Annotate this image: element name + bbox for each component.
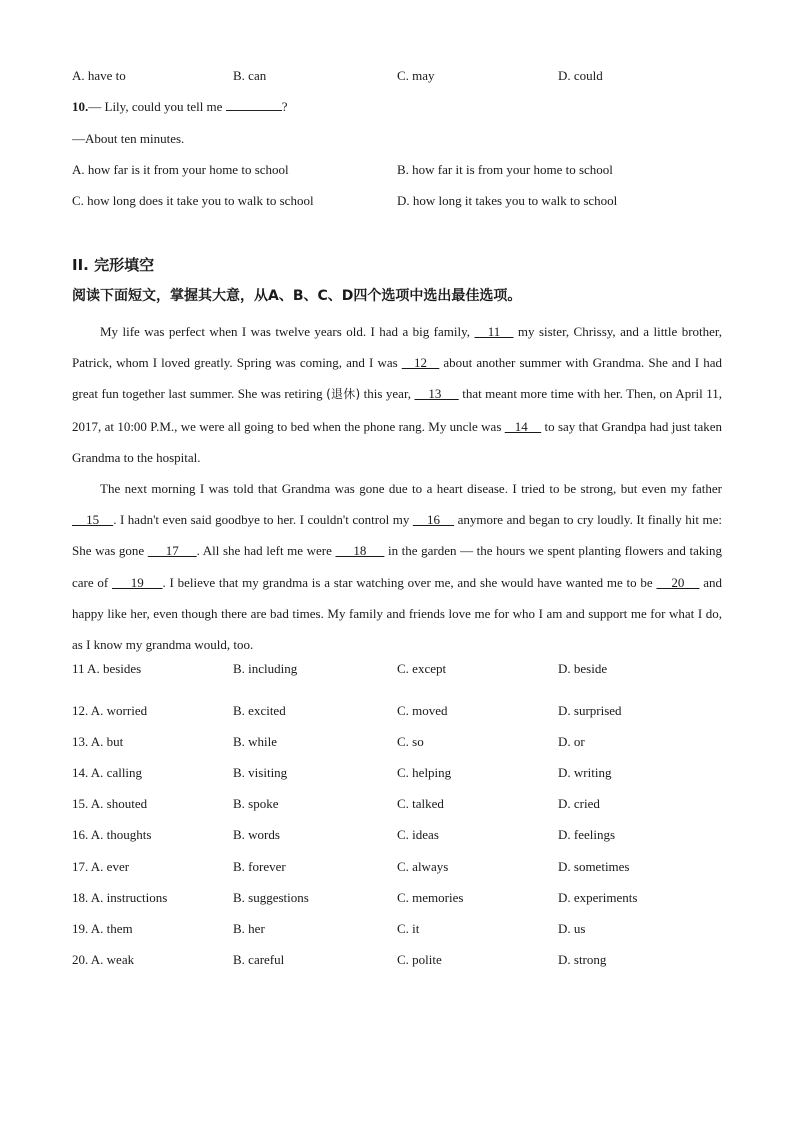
section-instruction: 阅读下面短文，掌握其大意，从A、B、C、D四个选项中选出最佳选项。 — [72, 288, 522, 304]
option-c: C. always — [397, 859, 449, 874]
option-c: C. how long does it take you to walk to school — [72, 193, 314, 208]
option-a: 17. A. ever — [72, 859, 130, 874]
option-b: B. including — [233, 661, 298, 676]
option-d: D. or — [558, 734, 585, 749]
passage-text: that meant more time with her. Then, on April 11, 2017, at 10:00 P.M., we were all going to bed when the phone rang. My uncle was — [72, 386, 722, 434]
option-a: 20. A. weak — [72, 952, 135, 967]
q10-options-row-2 — [72, 191, 732, 211]
q10-stem — [72, 97, 732, 117]
gloss-note: (退休) — [326, 387, 361, 402]
option-d: D. how long it takes you to walk to school — [397, 193, 618, 208]
cloze-gap-19: 19 — [111, 574, 163, 590]
passage-text: my sister, Chrissy, and a little brother, Patrick, whom I loved greatly. Spring was coming, and I was — [72, 324, 722, 371]
option-d: D. us — [558, 921, 586, 936]
option-a: 12. A. worried — [72, 703, 148, 718]
option-c: C. helping — [397, 765, 452, 780]
answer-blank — [226, 97, 282, 111]
q10-answer — [72, 129, 732, 149]
option-b: B. how far it is from your home to school — [397, 162, 613, 177]
option-a: A. how far is it from your home to school — [72, 162, 289, 177]
option-d: D. cried — [558, 796, 600, 811]
option-d: D. beside — [558, 661, 608, 676]
option-a: 16. A. thoughts — [72, 827, 152, 842]
cloze-gap-11: 11 — [474, 324, 514, 339]
passage-text: anymore and began to cry loudly. It finally hit me: She was gone — [72, 512, 722, 559]
option-c: C. except — [397, 661, 447, 676]
option-c: C. it — [397, 921, 420, 936]
option-a: A. have to — [72, 68, 126, 83]
option-c: C. polite — [397, 952, 442, 967]
option-d: D. could — [558, 68, 603, 83]
q10-stem-end: ? — [281, 99, 288, 114]
passage-text: about another summer with Grandma. She and I had great fun together last summer. She was retiring — [72, 355, 722, 402]
option-b: B. visiting — [233, 765, 288, 780]
option-c: C. so — [397, 734, 424, 749]
section-title: II. 完形填空 — [72, 256, 155, 274]
option-b: B. suggestions — [233, 890, 309, 905]
option-d: D. writing — [558, 765, 612, 780]
option-b: B. can — [233, 68, 267, 83]
cloze-options-15 — [72, 794, 732, 814]
q10-options-row-1 — [72, 160, 732, 180]
passage-text: in the garden — the hours we spent planting flowers and taking care of — [72, 543, 723, 590]
cloze-options-19 — [72, 919, 732, 939]
cloze-options-18 — [72, 888, 732, 908]
passage-text: . I believe that my grandma is a star watching over me, and she would have wanted me to be — [162, 574, 657, 590]
passage-text: My life was perfect when I was twelve years old. I had a big family, — [100, 324, 475, 339]
option-b: B. forever — [233, 859, 286, 874]
q9-options — [72, 66, 732, 86]
cloze-gap-13: 13 — [414, 386, 459, 402]
option-c: C. ideas — [397, 827, 439, 842]
option-a: 19. A. them — [72, 921, 133, 936]
option-c: C. talked — [397, 796, 444, 811]
option-a: 15. A. shouted — [72, 796, 148, 811]
cloze-gap-16: 16 — [412, 512, 455, 528]
option-b: B. while — [233, 734, 278, 749]
option-b: B. excited — [233, 703, 286, 718]
option-d: D. sometimes — [558, 859, 630, 874]
cloze-gap-12: 12 — [401, 355, 440, 371]
cloze-passage — [72, 316, 722, 660]
cloze-options-12 — [72, 701, 732, 721]
passage-paragraph-2 — [72, 473, 722, 660]
option-d: D. experiments — [558, 890, 638, 905]
option-a: 11 A. besides — [72, 661, 142, 676]
question-number: 10. — [72, 99, 89, 114]
cloze-gap-17: 17 — [147, 543, 197, 559]
option-b: B. spoke — [233, 796, 279, 811]
q10-answer-text: —About ten minutes. — [72, 131, 185, 146]
cloze-gap-14: 14 — [504, 418, 542, 434]
passage-text: to say that Grandpa had just taken Grandma to the hospital. — [72, 418, 722, 465]
option-a: 14. A. calling — [72, 765, 143, 780]
cloze-options-16 — [72, 825, 732, 845]
q10-stem-text: — Lily, could you tell me — [88, 99, 226, 114]
option-c: C. may — [397, 68, 435, 83]
option-d: D. strong — [558, 952, 607, 967]
passage-text: . I hadn't even said goodbye to her. I couldn't control my — [113, 512, 413, 528]
cloze-options-11 — [72, 659, 732, 679]
option-d: D. feelings — [558, 827, 616, 842]
option-b: B. words — [233, 827, 280, 842]
passage-text: . All she had left me were — [196, 543, 336, 559]
passage-text: and happy like her, even though there are bad times. My family and friends love me for who I am and support me for what I do, as I know my grandma would, too. — [72, 574, 722, 653]
passage-text: this year, — [360, 386, 415, 402]
option-b: B. her — [233, 921, 265, 936]
option-c: C. moved — [397, 703, 448, 718]
option-d: D. surprised — [558, 703, 622, 718]
option-c: C. memories — [397, 890, 464, 905]
cloze-options-14 — [72, 763, 732, 783]
option-a: 13. A. but — [72, 734, 124, 749]
cloze-gap-20: 20 — [656, 574, 700, 590]
cloze-options-13 — [72, 732, 732, 752]
cloze-gap-18: 18 — [335, 543, 385, 559]
option-b: B. careful — [233, 952, 285, 967]
cloze-options-17 — [72, 857, 732, 877]
passage-paragraph-1 — [72, 316, 722, 473]
passage-text: The next morning I was told that Grandma was gone due to a heart disease. I tried to be strong, but even my father — [100, 481, 722, 497]
option-a: 18. A. instructions — [72, 890, 168, 905]
cloze-options-20 — [72, 950, 732, 970]
cloze-gap-15: 15 — [72, 512, 114, 528]
